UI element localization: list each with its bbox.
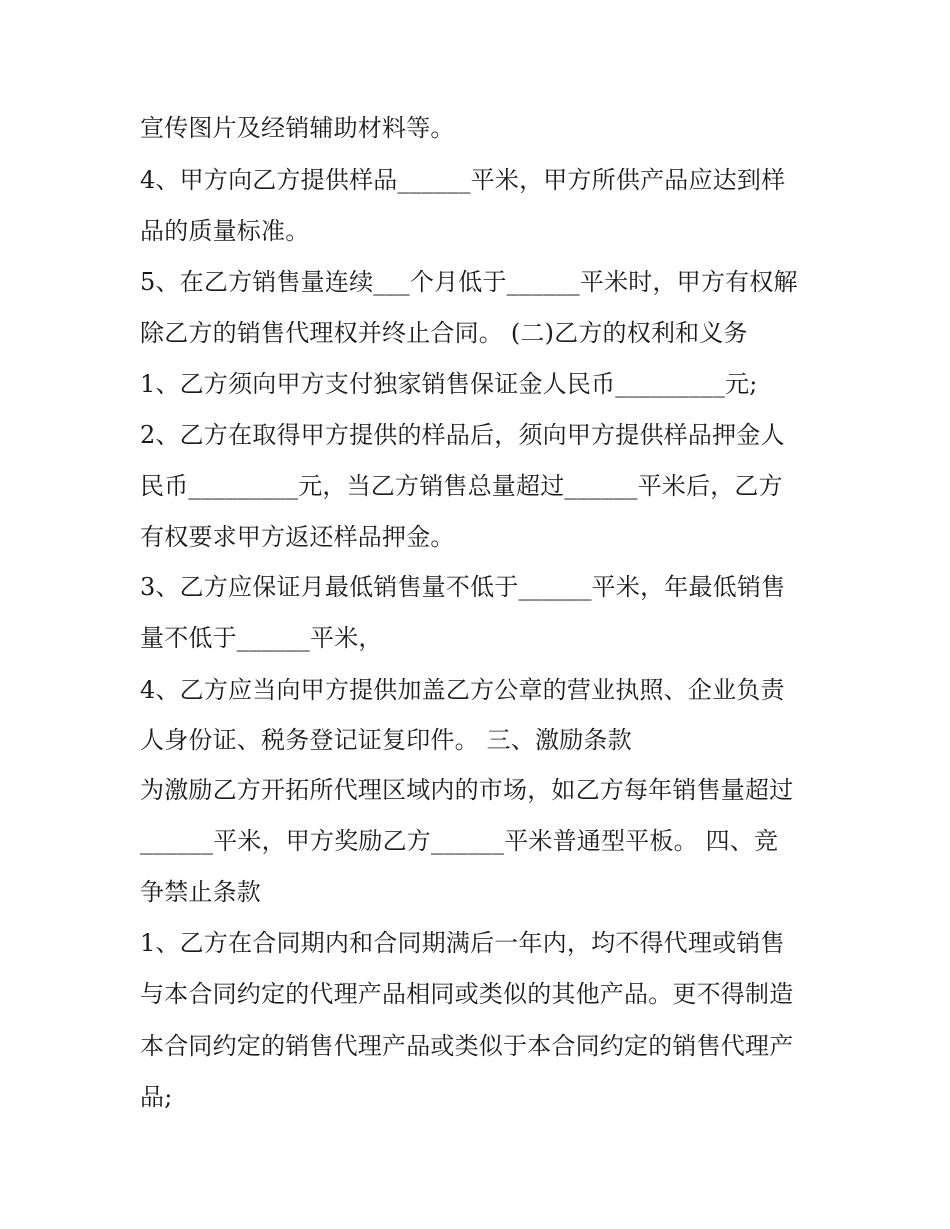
text-line: 与本合同约定的代理产品相同或类似的其他产品。更不得制造 [140, 980, 794, 1008]
text-line: 有权要求甲方返还样品押金。 [140, 523, 455, 551]
text-line: 品; [140, 1083, 173, 1111]
text-line: 4、乙方应当向甲方提供加盖乙方公章的营业执照、企业负责 [140, 676, 785, 704]
text-line: 4、甲方向乙方提供样品______平米，甲方所供产品应达到样 [140, 166, 786, 194]
text-line: 为激励乙方开拓所代理区域内的市场，如乙方每年销售量超过 [140, 776, 794, 804]
text-line: 宣传图片及经销辅助材料等。 [140, 114, 455, 142]
text-line: 人身份证、税务登记证复印件。 三、激励条款 [140, 726, 632, 754]
text-line: 品的质量标准。 [140, 217, 310, 245]
text-line: 本合同约定的销售代理产品或类似于本合同约定的销售代理产 [140, 1032, 794, 1060]
text-line: 3、乙方应保证月最低销售量不低于______平米，年最低销售 [140, 573, 786, 601]
text-line: 争禁止条款 [140, 878, 261, 906]
text-line: 1、乙方须向甲方支付独家销售保证金人民币_________元; [140, 370, 758, 398]
text-line: ______平米，甲方奖励乙方______平米普通型平板。 四、竞 [140, 827, 779, 855]
text-line: 民币_________元，当乙方销售总量超过______平米后，乙方 [140, 472, 783, 500]
text-line: 量不低于______平米， [140, 624, 383, 652]
text-line: 1、乙方在合同期内和合同期满后一年内，均不得代理或销售 [140, 929, 785, 957]
text-line: 5、在乙方销售量连续___个月低于______平米时，甲方有权解 [140, 268, 798, 296]
text-line: 除乙方的销售代理权并终止合同。 (二)乙方的权利和义务 [140, 319, 748, 347]
text-line: 2、乙方在取得甲方提供的样品后，须向甲方提供样品押金人 [140, 421, 785, 449]
